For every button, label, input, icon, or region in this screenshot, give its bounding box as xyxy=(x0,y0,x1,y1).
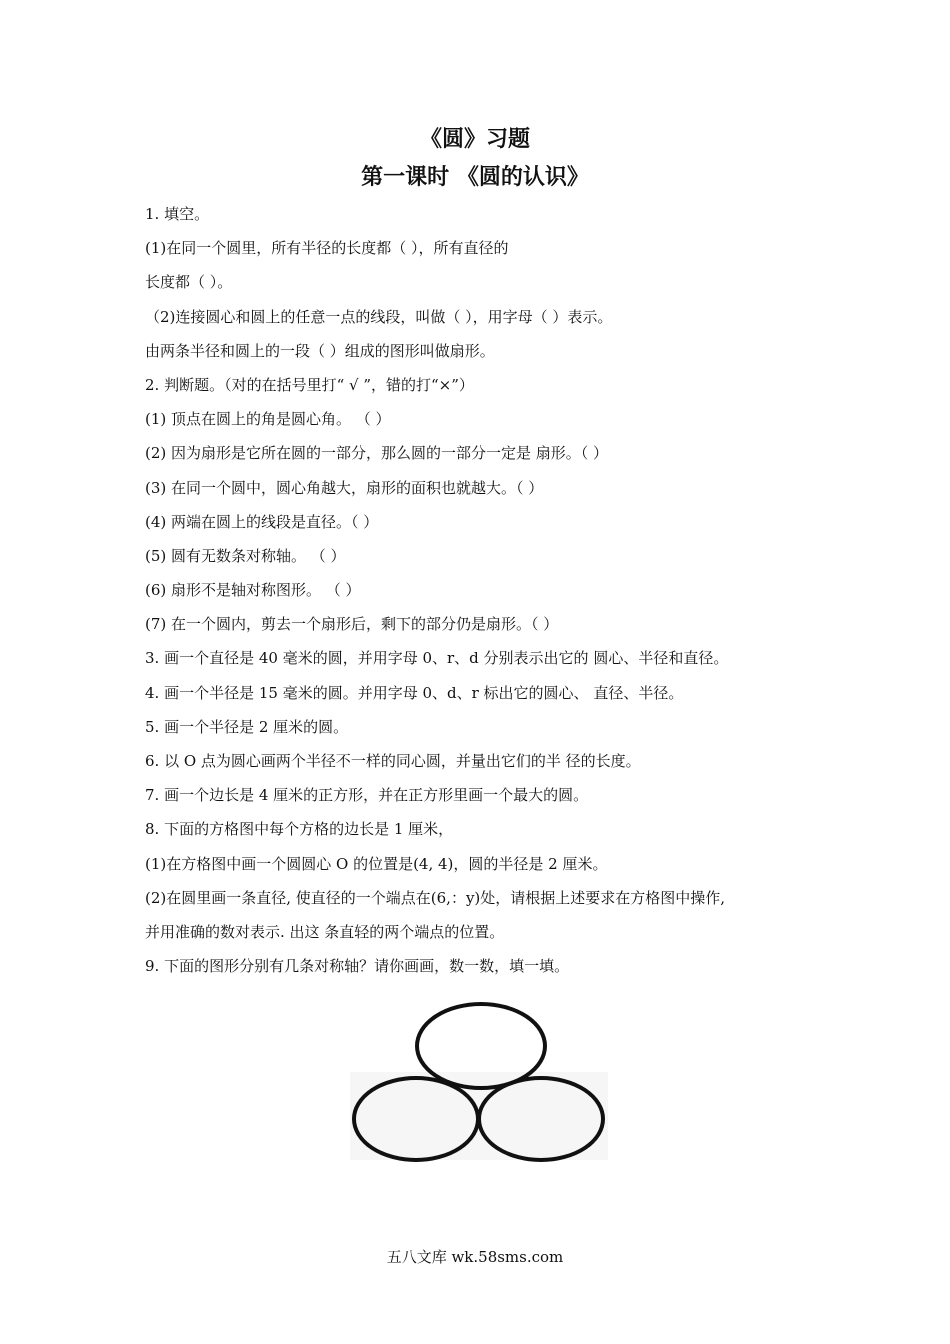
exercise-line: 6. 以 O 点为圆心画两个半径不一样的同心圆，并量出它们的半 径的长度。 xyxy=(145,752,641,770)
exercise-line: (1) 顶点在圆上的角是圆心角。 （ ） xyxy=(145,410,391,429)
exercise-line: (5) 圆有无数条对称轴。 （ ） xyxy=(145,546,346,565)
exercise-line: (2)在圆里画一条直径, 使直径的一个端点在(6,：y)处，请根据上述要求在方格图中操作, xyxy=(145,888,726,907)
exercise-line: (1)在同一个圆里，所有半径的长度都（ ），所有直径的 xyxy=(145,239,509,258)
exercise-line: 2. 判断题。（对的在括号里打“ √ ”，错的打“×”） xyxy=(145,375,474,394)
three-circles-figure xyxy=(350,1002,608,1162)
exercise-line: 5. 画一个半径是 2 厘米的圆。 xyxy=(145,717,349,736)
exercise-line: 并用准确的数对表示. 出这 条直轻的两个端点的位置。 xyxy=(145,922,505,941)
exercise-line: 1. 填空。 xyxy=(145,205,210,223)
exercise-line: (6) 扇形不是轴对称图形。 （ ） xyxy=(145,581,361,600)
exercise-line: (4) 两端在圆上的线段是直径。（ ） xyxy=(145,512,379,531)
exercise-line: (7) 在一个圆内，剪去一个扇形后，剩下的部分仍是扇形。（ ） xyxy=(145,615,559,634)
exercise-line: 3. 画一个直径是 40 毫米的圆，并用字母 0、r、d 分别表示出它的 圆心、半径和直径。 xyxy=(145,649,729,668)
exercise-line: (3) 在同一个圆中，圆心角越大，扇形的面积也就越大。（ ） xyxy=(145,478,544,497)
exercise-line: 由两条半径和圆上的一段（ ）组成的图形叫做扇形。 xyxy=(145,341,495,360)
exercise-line: (2) 因为扇形是它所在圆的一部分，那么圆的一部分一定是 扇形。（ ） xyxy=(145,444,609,463)
exercise-line: 4. 画一个半径是 15 毫米的圆。并用字母 0、d、r 标出它的圆心、 直径、半径。 xyxy=(145,683,684,702)
footer-watermark: 五八文库 wk.58sms.com xyxy=(386,1248,564,1266)
exercise-line: 长度都（ ）。 xyxy=(145,273,233,292)
lesson-subtitle: 第一课时 《圆的认识》 xyxy=(361,165,589,190)
page-title: 《圆》习题 xyxy=(419,127,530,152)
exercise-line: 7. 画一个边长是 4 厘米的正方形，并在正方形里画一个最大的圆。 xyxy=(145,786,589,805)
exercise-line: （2)连接圆心和圆上的任意一点的线段，叫做（ ），用字母（ ）表示。 xyxy=(145,307,613,326)
exercise-line: (1)在方格图中画一个圆圆心 O 的位置是(4, 4)，圆的半径是 2 厘米。 xyxy=(145,854,608,873)
exercise-list xyxy=(145,202,825,988)
exercise-line: 9. 下面的图形分别有几条对称轴？请你画画，数一数，填一填。 xyxy=(145,957,570,976)
exercise-line: 8. 下面的方格图中每个方格的边长是 1 厘米， xyxy=(145,820,454,839)
